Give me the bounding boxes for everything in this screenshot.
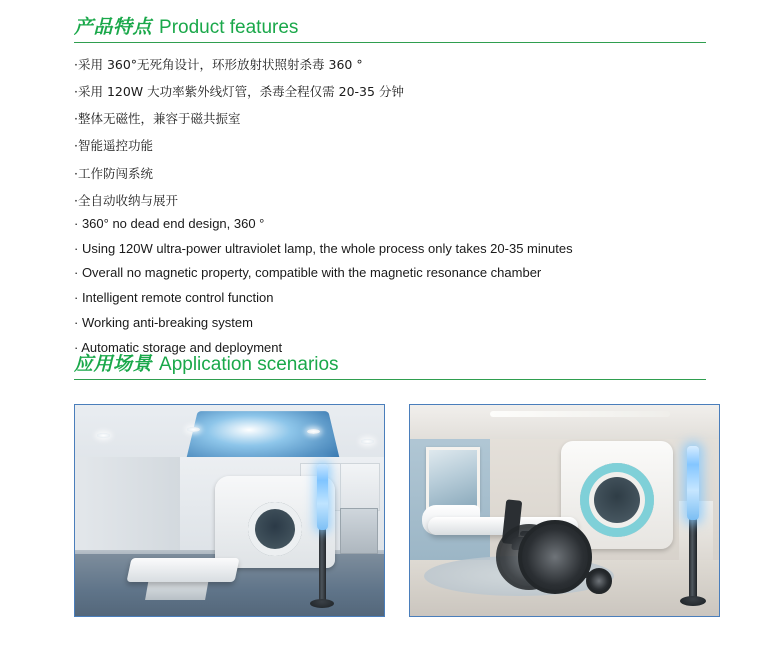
ceiling-sky-panel	[186, 411, 342, 463]
section-product-features	[74, 18, 714, 364]
list-item: · 360° no dead end design, 360 °	[74, 215, 265, 231]
list-item: · Using 120W ultra-power ultraviolet lamp, the whole process only takes 20-35 minutes	[74, 240, 573, 256]
section-heading-cn: 应用场景	[74, 353, 153, 375]
list-item: · Working anti-breaking system	[74, 314, 253, 330]
wall-artwork	[426, 447, 480, 511]
image-row	[74, 404, 720, 617]
list-item: · Overall no magnetic property, compatible with the magnetic resonance chamber	[74, 265, 542, 281]
feature-list-cn	[74, 57, 714, 208]
scanner-bed	[126, 558, 239, 582]
section-heading-application-scenarios	[74, 355, 706, 380]
list-item: · Automatic storage and deployment	[74, 339, 283, 355]
room-door	[340, 508, 378, 554]
list-item: ·采用 360°无死角设计，环形放射状照射杀毒 360 °	[74, 57, 363, 72]
list-item: · Intelligent remote control function	[74, 290, 274, 305]
feature-list-en	[74, 216, 714, 356]
section-heading-cn: 产品特点	[74, 16, 153, 38]
wheelchair	[494, 494, 606, 594]
uv-lamp-tube	[687, 446, 699, 520]
section-heading-en: Product features	[159, 17, 299, 38]
photo-ct-room-wheelchair	[409, 404, 720, 617]
list-item: ·智能遥控功能	[74, 138, 153, 154]
list-item: ·全自动收纳与展开	[74, 192, 178, 208]
section-heading-en: Application scenarios	[159, 354, 339, 375]
list-item: ·工作防闯系统	[74, 165, 153, 181]
photo-mri-room	[74, 404, 385, 617]
list-item: ·整体无磁性，兼容于磁共振室	[74, 111, 241, 127]
uv-lamp-tube	[317, 464, 328, 530]
section-heading-product-features	[74, 18, 706, 43]
section-application-scenarios	[74, 355, 714, 380]
list-item: ·采用 120W 大功率紫外线灯管，杀毒全程仅需 20-35 分钟	[74, 84, 404, 100]
